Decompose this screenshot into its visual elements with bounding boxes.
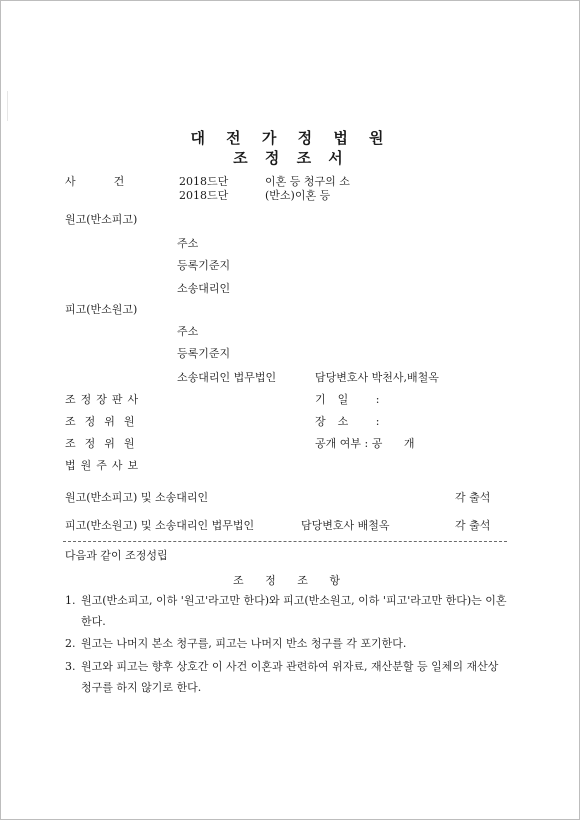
attendance-plaintiff-status: 각 출석 <box>455 491 491 504</box>
court-clerk-label: 법원주사보 <box>65 459 144 472</box>
attendance-defendant-status: 각 출석 <box>455 519 491 532</box>
term-item <box>65 656 511 698</box>
mediation-member-1-label: 조정위원 <box>65 415 144 428</box>
document-title: 조 정 조 서 <box>233 149 349 167</box>
case-number-2: 2018드단 <box>179 189 229 202</box>
public-status-label: 공개 여부 : <box>315 437 372 450</box>
mediation-judge-label: 조정장판사 <box>65 393 144 406</box>
plaintiff-heading: 원고(반소피고) <box>65 213 138 226</box>
term-item <box>65 590 511 632</box>
term-text: 원고(반소피고, 이하 '원고'라고만 한다)와 피고(반소원고, 이하 '피고'라고만 한다)는 이혼한다. <box>81 594 507 628</box>
attendance-plaintiff: 원고(반소피고) 및 소송대리인 <box>65 491 209 504</box>
case-name-2: (반소)이혼 등 <box>265 189 331 202</box>
plaintiff-registry-label: 등록기준지 <box>177 259 231 272</box>
plaintiff-attorney-label: 소송대리인 <box>177 282 231 295</box>
term-number: 2. <box>65 637 76 650</box>
term-text: 원고와 피고는 향후 상호간 이 사건 이혼과 관련하여 위자료, 재산분할 등 일체의 재산상 청구를 하지 않기로 한다. <box>81 660 499 694</box>
term-text: 원고는 나머지 본소 청구를, 피고는 나머지 반소 청구를 각 포기한다. <box>81 637 407 650</box>
defendant-registry-label: 등록기준지 <box>177 347 231 360</box>
session-place-label: 장소 : <box>315 415 392 428</box>
session-date-label: 기일 : <box>315 393 392 406</box>
defendant-lawyers: 담당변호사 박천사,배철옥 <box>315 371 439 384</box>
defendant-address-label: 주소 <box>177 325 199 338</box>
term-number: 3. <box>65 660 76 673</box>
court-name: 대 전 가 정 법 원 <box>190 129 392 147</box>
defendant-attorney-label: 소송대리인 법무법인 <box>177 371 277 384</box>
attendance-defendant: 피고(반소원고) 및 소송대리인 법무법인 <box>65 519 255 532</box>
defendant-heading: 피고(반소원고) <box>65 303 138 316</box>
case-number-1: 2018드단 <box>179 175 229 188</box>
case-label: 사건 <box>65 175 163 188</box>
attendance-defendant-lawyer: 담당변호사 배철옥 <box>301 519 390 532</box>
scan-artifact <box>7 91 8 121</box>
mediation-outcome: 다음과 같이 조정성립 <box>65 549 168 562</box>
term-item <box>65 633 511 654</box>
public-status <box>315 437 423 451</box>
term-number: 1. <box>65 594 76 607</box>
case-name-1: 이혼 등 청구의 소 <box>265 175 350 188</box>
plaintiff-address-label: 주소 <box>177 237 199 250</box>
terms-title: 조 정 조 항 <box>233 574 349 587</box>
mediation-member-2-label: 조정위원 <box>65 437 144 450</box>
public-status-value: 공 개 <box>371 437 424 450</box>
section-divider <box>63 541 507 542</box>
